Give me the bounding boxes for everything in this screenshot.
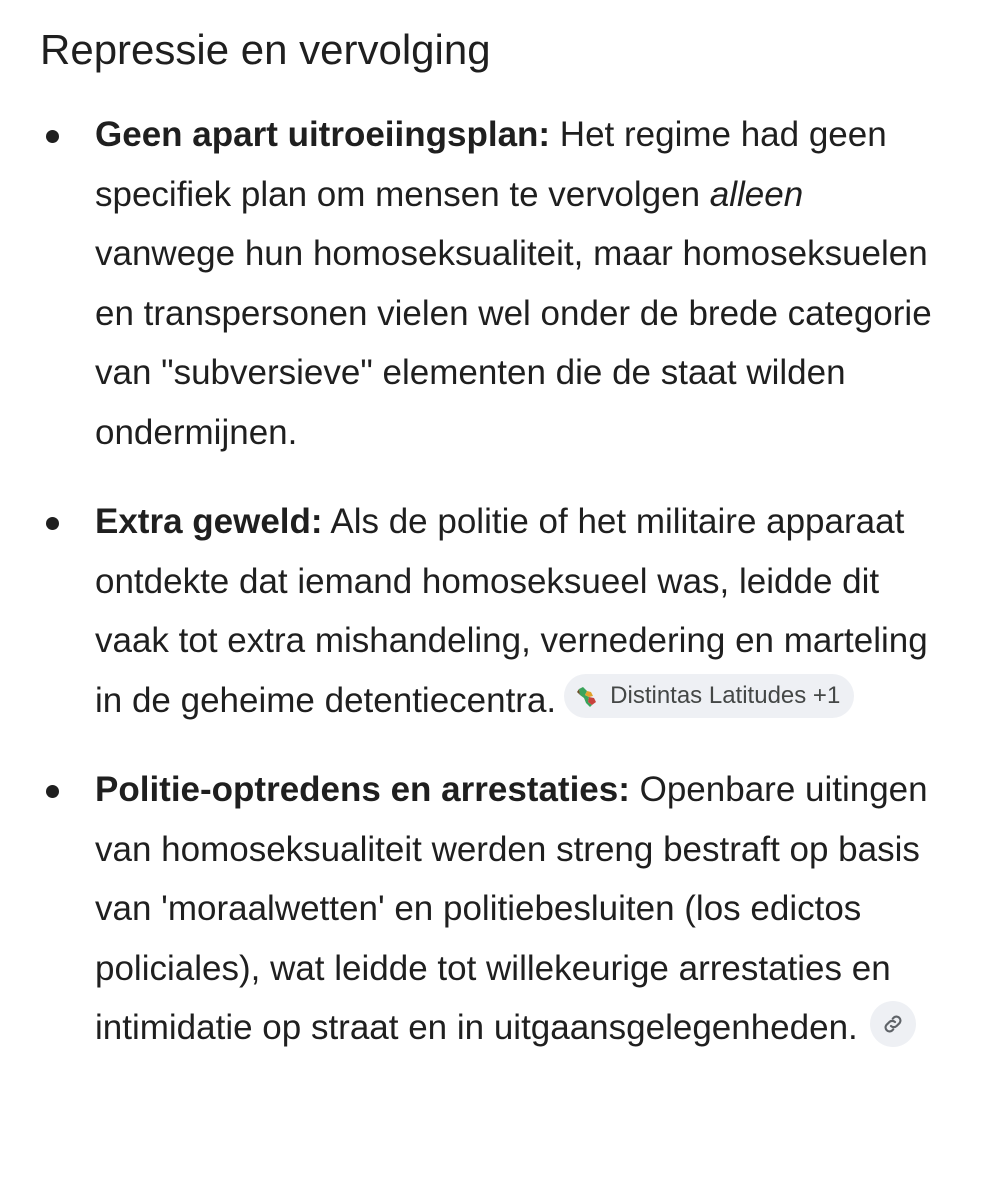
- bullet-lead: Geen apart uitroeiingsplan:: [95, 115, 551, 154]
- bullet-emphasis: alleen: [709, 174, 804, 214]
- bullet-dot: [46, 130, 59, 143]
- bullet-dot: [46, 517, 59, 530]
- list-item: [40, 492, 952, 730]
- bullet-dot: [46, 785, 59, 798]
- bullet-text: vanwege hun homoseksualiteit, maar homoseksuelen en transpersonen vielen wel onder de brede categorie van "subversieve" elementen die de staat wilden ondermijnen.: [95, 234, 932, 452]
- list-item: [40, 760, 952, 1058]
- bullet-text: Het regime had geen specifiek plan om mensen te vervolgen: [95, 115, 887, 214]
- section-heading: Repressie en vervolging: [40, 26, 491, 73]
- bullet-lead: Extra geweld:: [95, 502, 323, 541]
- source-chip[interactable]: [564, 674, 854, 718]
- bullet-text: Openbare uitingen van homoseksualiteit werden streng bestraft op basis van 'moraalwetten' en politiebesluiten (los edictos policiales), wat leidde tot willekeurige arrestaties en intimidatie op straat en in uitgaansgelegenheden.: [95, 770, 928, 1047]
- bullet-text: Als de politie of het militaire apparaat ontdekte dat iemand homoseksueel was, leidde dit vaak tot extra mishandeling, vernedering en marteling in de geheime detentiecentra.: [95, 502, 928, 720]
- link-chip-button[interactable]: [870, 1001, 916, 1047]
- bullet-lead: Politie-optredens en arrestaties:: [95, 770, 630, 809]
- site-favicon-icon: [574, 683, 600, 709]
- source-chip-label: Distintas Latitudes +1: [610, 681, 841, 709]
- list-item: [40, 105, 952, 462]
- link-icon: [881, 1012, 905, 1036]
- bullet-list: [40, 105, 952, 1058]
